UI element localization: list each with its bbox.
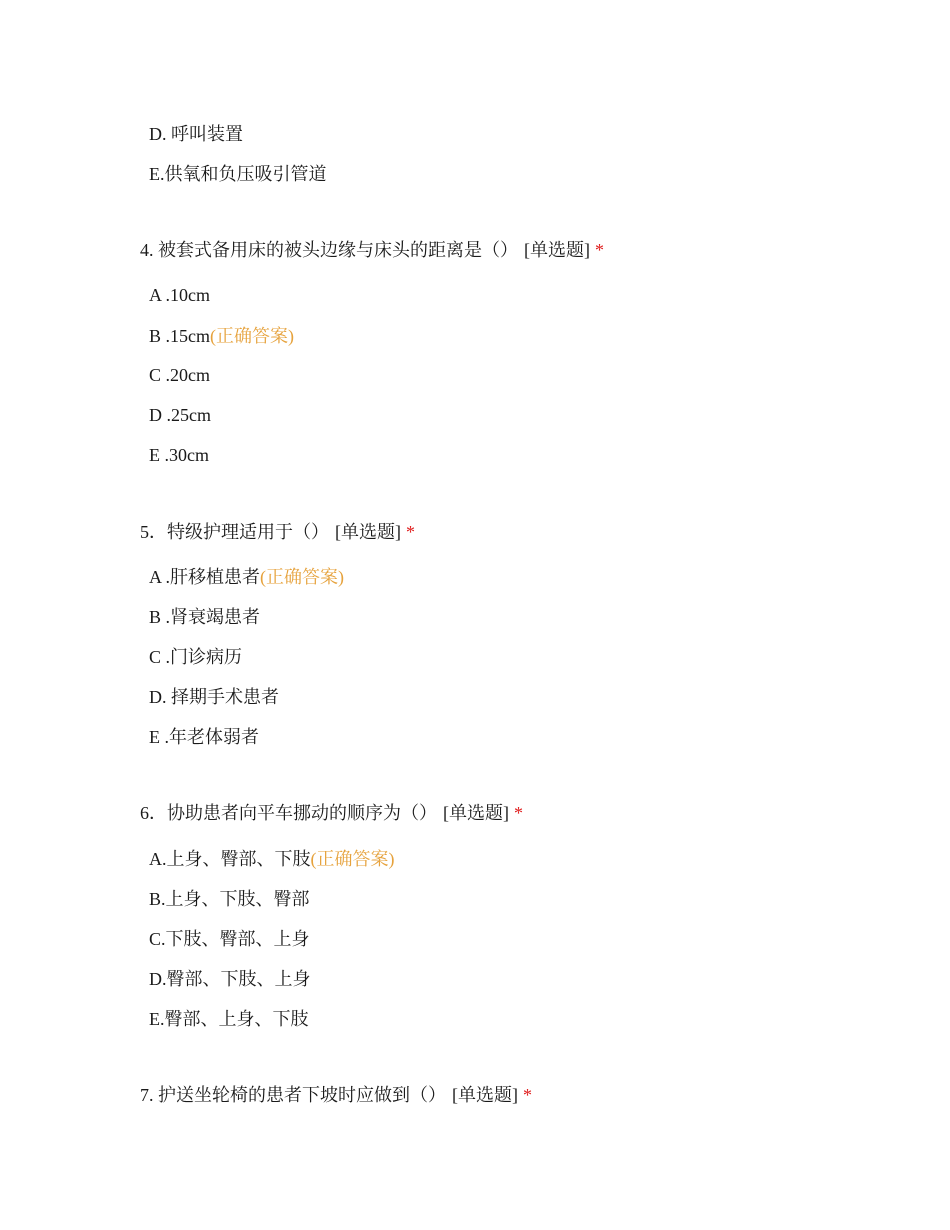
option-text: B .15cm [149, 326, 210, 346]
option-q6-c[interactable] [149, 927, 310, 951]
required-marker: * [595, 240, 604, 260]
question-4-title [140, 238, 604, 262]
option-q5-c[interactable] [149, 645, 242, 669]
question-type: [单选题] [524, 240, 590, 260]
option-q5-b[interactable] [149, 605, 260, 629]
required-marker: * [514, 803, 523, 823]
correct-answer-mark: (正确答案) [260, 567, 345, 587]
option-text: E .年老体弱者 [149, 727, 259, 747]
option-text: A.上身、臀部、下肢 [149, 849, 311, 869]
option-q4-c[interactable] [149, 363, 210, 387]
question-type: [单选题] [443, 803, 509, 823]
option-text: A .10cm [149, 285, 210, 305]
option-q6-b[interactable] [149, 887, 310, 911]
option-q4-b[interactable] [149, 324, 294, 348]
option-text: C.下肢、臀部、上身 [149, 929, 310, 949]
option-text: E.供氧和负压吸引管道 [149, 164, 327, 184]
correct-answer-mark: (正确答案) [310, 849, 395, 869]
option-q4-a[interactable] [149, 283, 210, 307]
option-text: E.臀部、上身、下肢 [149, 1009, 309, 1029]
option-q3-e[interactable] [149, 162, 327, 186]
option-text: B .肾衰竭患者 [149, 607, 261, 627]
question-7-title [140, 1083, 532, 1107]
question-text: 5．特级护理适用于（） [140, 522, 329, 542]
question-5-title [140, 520, 415, 544]
option-text: E .30cm [149, 445, 209, 465]
option-q5-e[interactable] [149, 725, 259, 749]
question-text: 7. 护送坐轮椅的患者下坡时应做到（） [140, 1085, 446, 1105]
option-q5-a[interactable] [149, 565, 344, 589]
required-marker: * [523, 1085, 532, 1105]
option-text: D. 择期手术患者 [149, 687, 279, 707]
option-text: D .25cm [149, 405, 211, 425]
option-text: D.臀部、下肢、上身 [149, 969, 311, 989]
option-q6-d[interactable] [149, 967, 311, 991]
question-type: [单选题] [335, 522, 401, 542]
option-text: C .门诊病历 [149, 647, 243, 667]
correct-answer-mark: (正确答案) [210, 326, 294, 346]
option-q4-d[interactable] [149, 403, 211, 427]
option-q4-e[interactable] [149, 443, 209, 467]
option-text: A .肝移植患者 [149, 567, 261, 587]
question-6-title [140, 801, 523, 825]
question-text: 6．协助患者向平车挪动的顺序为（） [140, 803, 437, 823]
option-text: C .20cm [149, 365, 210, 385]
option-text: D. 呼叫装置 [149, 124, 243, 144]
question-text: 4. 被套式备用床的被头边缘与床头的距离是（） [140, 240, 518, 260]
option-q3-d[interactable] [149, 122, 243, 146]
option-q5-d[interactable] [149, 685, 279, 709]
option-q6-e[interactable] [149, 1007, 309, 1031]
question-type: [单选题] [452, 1085, 518, 1105]
option-q6-a[interactable] [149, 847, 395, 871]
option-text: B.上身、下肢、臀部 [149, 889, 310, 909]
required-marker: * [406, 522, 415, 542]
